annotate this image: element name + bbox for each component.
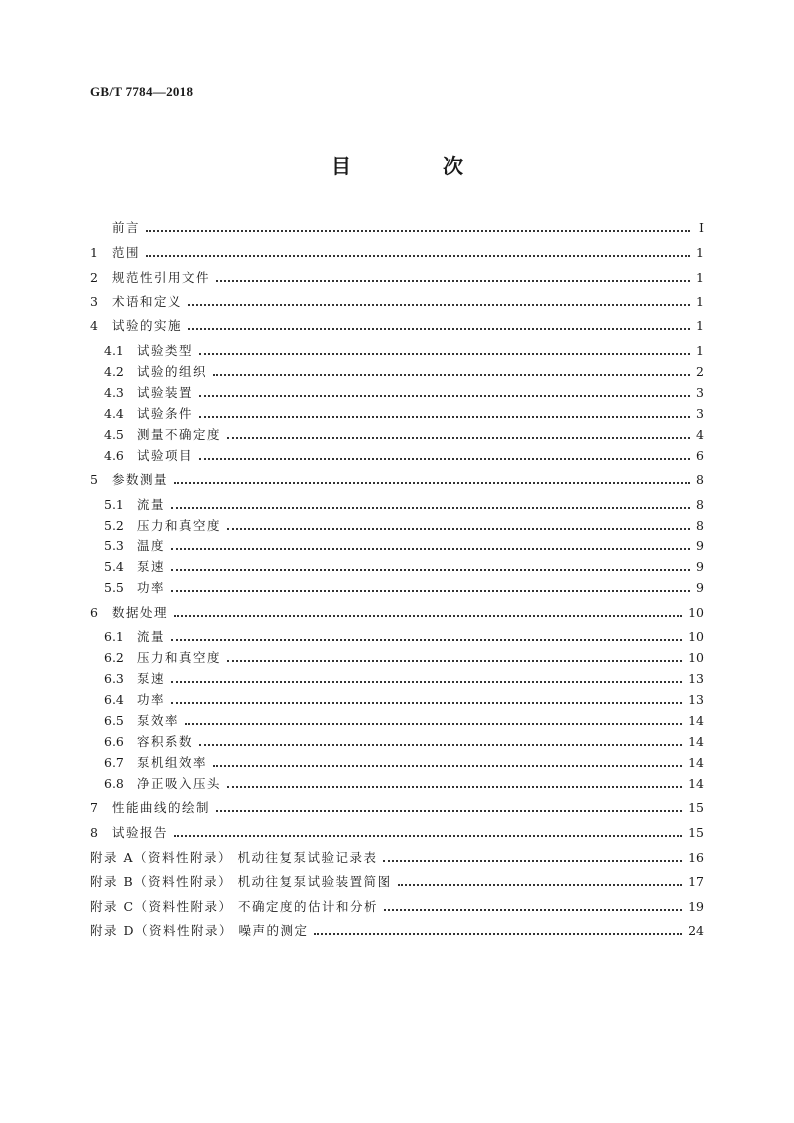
toc-entry-label: 泵效率 — [137, 713, 180, 728]
dot-leader — [199, 395, 690, 397]
dot-leader — [171, 590, 690, 592]
dot-leader — [216, 810, 682, 812]
toc-entry-page: 14 — [688, 776, 704, 791]
toc-entry-number: 2 — [90, 270, 98, 285]
toc-entry-number: 1 — [90, 245, 98, 260]
toc-entry-label: 试验的组织 — [137, 364, 208, 379]
toc-entry-label: 泵速 — [137, 671, 166, 686]
toc-entry-page: 3 — [696, 385, 704, 400]
toc-entry-page: 10 — [688, 650, 704, 665]
toc-entry-label: 流量 — [137, 497, 166, 512]
toc-entry-page: 10 — [688, 629, 704, 644]
toc-entry-number: 8 — [90, 825, 98, 840]
toc-entry-number: 4.5 — [104, 427, 124, 442]
toc-entry-number: 6 — [90, 605, 98, 620]
standard-code: GB/T 7784—2018 — [90, 84, 194, 99]
toc-entry-label: 泵机组效率 — [137, 755, 208, 770]
dot-leader — [227, 660, 682, 662]
toc-entry-number: 5.4 — [104, 559, 124, 574]
toc-entry[interactable] — [104, 423, 704, 443]
toc-entry-label: 流量 — [137, 629, 166, 644]
toc-entry[interactable] — [104, 360, 704, 380]
toc-entry-label: 范围 — [112, 245, 141, 260]
toc-entry-number: 4.6 — [104, 448, 124, 463]
toc-entry-number: 5.1 — [104, 497, 124, 512]
toc-entry[interactable] — [90, 468, 704, 488]
toc-entry[interactable] — [104, 646, 704, 666]
toc-entry-label: 压力和真空度 — [137, 518, 222, 533]
dot-leader — [314, 933, 682, 935]
toc-entry-page: 3 — [696, 406, 704, 421]
dot-leader — [213, 765, 682, 767]
toc-entry-number: 5.3 — [104, 538, 124, 553]
toc-entry[interactable] — [90, 314, 704, 334]
toc-entry-number: 4.4 — [104, 406, 124, 421]
dot-leader — [174, 615, 682, 617]
toc-entry-number: 6.4 — [104, 692, 124, 707]
toc-entry[interactable] — [104, 534, 704, 554]
toc-entry-label: 附录 B（资料性附录） 机动往复泵试验装置简图 — [90, 874, 392, 889]
toc-entry-number: 6.7 — [104, 755, 124, 770]
toc-entry[interactable] — [104, 555, 704, 575]
toc-entry[interactable] — [104, 576, 704, 596]
toc-entry[interactable] — [104, 667, 704, 687]
dot-leader — [199, 416, 690, 418]
toc-entry[interactable] — [90, 895, 704, 915]
toc-entry[interactable] — [104, 730, 704, 750]
toc-entry-number: 7 — [90, 800, 98, 815]
toc-entry-label: 测量不确定度 — [137, 427, 222, 442]
dot-leader — [384, 909, 682, 911]
toc-entry-number: 6.2 — [104, 650, 124, 665]
dot-leader — [199, 458, 690, 460]
toc-entry-page: 14 — [688, 734, 704, 749]
toc-entry[interactable] — [90, 601, 704, 621]
dot-leader — [199, 353, 690, 355]
toc-entry-label: 试验项目 — [137, 448, 194, 463]
toc-entry[interactable] — [104, 772, 704, 792]
toc-entry[interactable] — [90, 796, 704, 816]
toc-entry-page: 9 — [696, 559, 704, 574]
dot-leader — [171, 507, 690, 509]
toc-entry-page: 1 — [696, 245, 704, 260]
toc-entry[interactable] — [90, 870, 704, 890]
toc-entry[interactable] — [90, 821, 704, 841]
toc-entry-page: 17 — [688, 874, 704, 889]
dot-leader — [188, 304, 690, 306]
dot-leader — [227, 786, 682, 788]
toc-entry[interactable] — [104, 493, 704, 513]
toc-entry[interactable] — [104, 381, 704, 401]
toc-entry-number: 5 — [90, 472, 98, 487]
toc-entry-number: 6.8 — [104, 776, 124, 791]
toc-entry-label: 功率 — [137, 580, 166, 595]
toc-entry-page: 1 — [696, 270, 704, 285]
toc-entry-page: 2 — [696, 364, 704, 379]
toc-entry[interactable] — [104, 444, 704, 464]
toc-entry-label: 泵速 — [137, 559, 166, 574]
toc-entry-number: 4.2 — [104, 364, 124, 379]
toc-entry[interactable] — [90, 846, 704, 866]
toc-entry-number: 4.1 — [104, 343, 124, 358]
toc-entry-label: 性能曲线的绘制 — [112, 800, 211, 815]
toc-entry-label: 规范性引用文件 — [112, 270, 211, 285]
dot-leader — [174, 482, 690, 484]
dot-leader — [146, 255, 690, 257]
dot-leader — [398, 884, 682, 886]
toc-entry-label: 术语和定义 — [112, 294, 183, 309]
toc-entry-number: 5.5 — [104, 580, 124, 595]
toc-entry[interactable] — [104, 625, 704, 645]
toc-entry-page: 10 — [688, 605, 704, 620]
dot-leader — [227, 437, 690, 439]
dot-leader — [146, 230, 690, 232]
dot-leader — [227, 528, 690, 530]
dot-leader — [213, 374, 690, 376]
toc-entry[interactable] — [90, 216, 704, 236]
dot-leader — [188, 328, 690, 330]
toc-entry-page: 13 — [688, 692, 704, 707]
toc-entry-page: 9 — [696, 580, 704, 595]
toc-entry[interactable] — [104, 339, 704, 359]
toc-entry-page: 6 — [696, 448, 704, 463]
toc-entry-label: 参数测量 — [112, 472, 169, 487]
toc-entry-page: 14 — [688, 755, 704, 770]
toc-entry[interactable] — [90, 919, 704, 939]
toc-entry-label: 试验条件 — [137, 406, 194, 421]
toc-entry-page: 19 — [688, 899, 704, 914]
toc-entry[interactable] — [104, 514, 704, 534]
toc-entry-page: 4 — [696, 427, 704, 442]
toc-entry-label: 前言 — [112, 220, 141, 235]
toc-entry-label: 附录 D（资料性附录） 噪声的测定 — [90, 923, 309, 938]
toc-entry[interactable] — [104, 402, 704, 422]
toc-entry-number: 3 — [90, 294, 98, 309]
dot-leader — [174, 835, 682, 837]
toc-entry-page: 9 — [696, 538, 704, 553]
toc-entry-page: 8 — [696, 518, 704, 533]
toc-entry-page: 15 — [688, 825, 704, 840]
toc-entry-number: 6.5 — [104, 713, 124, 728]
toc-entry-label: 附录 A（资料性附录） 机动往复泵试验记录表 — [90, 850, 378, 865]
dot-leader — [383, 860, 682, 862]
toc-entry-page: 15 — [688, 800, 704, 815]
toc-entry-page: 1 — [696, 318, 704, 333]
dot-leader — [199, 744, 682, 746]
toc-entry-label: 压力和真空度 — [137, 650, 222, 665]
toc-entry-page: 1 — [696, 294, 704, 309]
toc-entry-label: 净正吸入压头 — [137, 776, 222, 791]
toc-entry-page: 1 — [696, 343, 704, 358]
dot-leader — [171, 702, 682, 704]
toc-entry-page: 8 — [696, 472, 704, 487]
toc-entry-label: 功率 — [137, 692, 166, 707]
dot-leader — [171, 639, 682, 641]
toc-entry-page: 8 — [696, 497, 704, 512]
toc-entry-number: 6.3 — [104, 671, 124, 686]
toc-entry-number: 4.3 — [104, 385, 124, 400]
toc-entry-label: 试验类型 — [137, 343, 194, 358]
toc-entry-label: 数据处理 — [112, 605, 169, 620]
toc-entry-page: 24 — [688, 923, 704, 938]
toc-entry[interactable] — [90, 290, 704, 310]
toc-entry-page: Ⅰ — [699, 220, 704, 235]
dot-leader — [171, 548, 690, 550]
toc-entry[interactable] — [104, 688, 704, 708]
toc-entry-label: 试验报告 — [112, 825, 169, 840]
toc-entry-number: 6.1 — [104, 629, 124, 644]
dot-leader — [171, 681, 682, 683]
toc-entry[interactable] — [104, 751, 704, 771]
toc-entry-number: 6.6 — [104, 734, 124, 749]
dot-leader — [216, 280, 690, 282]
toc-entry-page: 13 — [688, 671, 704, 686]
toc-entry-number: 5.2 — [104, 518, 124, 533]
toc-entry-page: 16 — [688, 850, 704, 865]
toc-entry-number: 4 — [90, 318, 98, 333]
toc-entry-label: 容积系数 — [137, 734, 194, 749]
toc-entry-page: 14 — [688, 713, 704, 728]
toc-entry[interactable] — [104, 709, 704, 729]
toc-entry-label: 附录 C（资料性附录） 不确定度的估计和分析 — [90, 899, 379, 914]
toc-entry-label: 试验装置 — [137, 385, 194, 400]
dot-leader — [171, 569, 690, 571]
toc-entry[interactable] — [90, 241, 704, 261]
page-title: 目 次 — [331, 154, 499, 178]
dot-leader — [185, 723, 682, 725]
toc-entry-label: 温度 — [137, 538, 166, 553]
toc-entry[interactable] — [90, 266, 704, 286]
toc-entry-label: 试验的实施 — [112, 318, 183, 333]
